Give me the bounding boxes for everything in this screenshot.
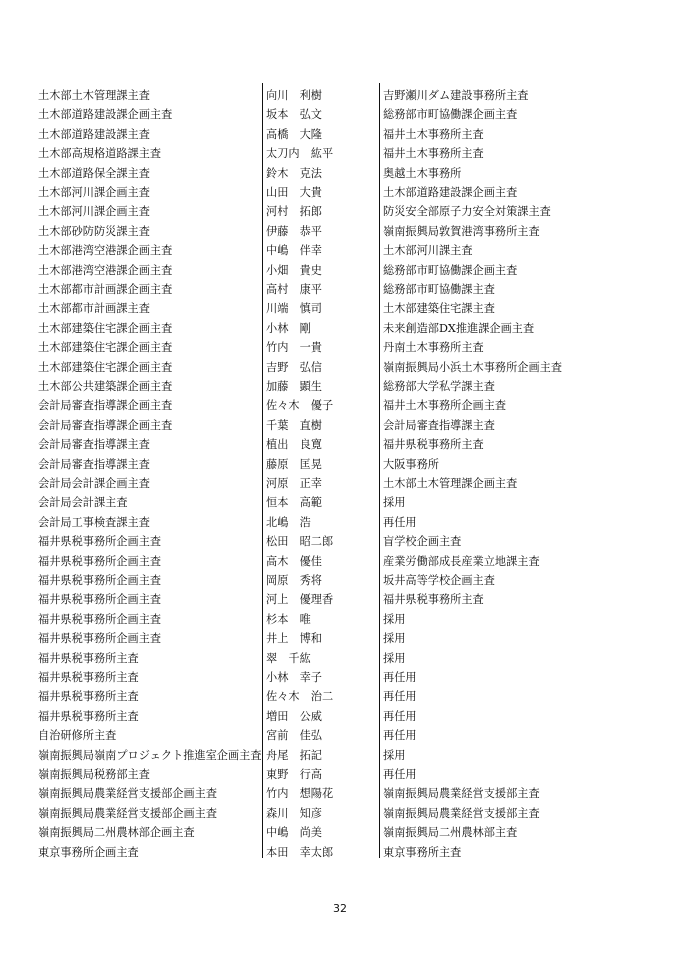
new-post-cell: 嶺南振興局農業経営支援部企画主査 bbox=[38, 787, 218, 801]
person-name-cell: 河村 拓郎 bbox=[266, 205, 322, 219]
table-row bbox=[0, 590, 680, 609]
previous-post-cell: 未来創造部DX推進課企画主査 bbox=[383, 321, 535, 335]
table-row bbox=[0, 299, 680, 318]
person-name-cell: 杉本 唯 bbox=[266, 612, 311, 626]
new-post-cell: 福井県税事務所主査 bbox=[38, 690, 139, 704]
person-name-cell: 高橋 大隆 bbox=[266, 127, 322, 141]
table-row bbox=[0, 358, 680, 377]
previous-post-cell: 再任用 bbox=[383, 690, 417, 704]
previous-post-cell: 福井県税事務所主査 bbox=[383, 593, 484, 607]
person-name-cell: 伊藤 恭平 bbox=[266, 224, 322, 238]
table-row bbox=[0, 513, 680, 532]
new-post-cell: 土木部公共建築課企画主査 bbox=[38, 380, 173, 393]
new-post-cell: 土木部港湾空港課企画主査 bbox=[38, 244, 173, 258]
person-name-cell: 高村 康平 bbox=[266, 283, 322, 296]
table-row bbox=[0, 726, 680, 745]
new-post-cell: 会計局工事検査課主査 bbox=[38, 515, 150, 529]
new-post-cell: 会計局審査指導課企画主査 bbox=[38, 399, 173, 413]
table-row bbox=[0, 843, 680, 862]
new-post-cell: 会計局審査指導課企画主査 bbox=[38, 418, 173, 432]
previous-post-cell: 土木部河川課主査 bbox=[383, 244, 473, 258]
table-row bbox=[0, 474, 680, 493]
new-post-cell: 土木部建築住宅課企画主査 bbox=[38, 341, 173, 355]
previous-post-cell: 嶺南振興局農業経営支援部主査 bbox=[383, 787, 540, 801]
page-number: 32 bbox=[333, 902, 347, 915]
table-row bbox=[0, 629, 680, 648]
new-post-cell: 嶺南振興局二州農林部企画主査 bbox=[38, 826, 195, 840]
table-row bbox=[0, 319, 680, 338]
previous-post-cell: 土木部道路建設課企画主査 bbox=[383, 186, 518, 199]
previous-post-cell: 大阪事務所 bbox=[383, 457, 439, 471]
person-name-cell: 加藤 顕生 bbox=[266, 380, 322, 393]
person-name-cell: 小林 幸子 bbox=[266, 671, 322, 684]
new-post-cell: 嶺南振興局嶺南プロジェクト推進室企画主査 bbox=[38, 748, 262, 762]
previous-post-cell: 総務部市町協働課企画主査 bbox=[383, 263, 518, 277]
new-post-cell: 土木部砂防防災課主査 bbox=[38, 224, 150, 238]
new-post-cell: 福井県税事務所企画主査 bbox=[38, 554, 162, 568]
person-name-cell: 向川 利樹 bbox=[266, 89, 322, 102]
person-name-cell: 鈴木 克法 bbox=[266, 166, 322, 180]
table-row bbox=[0, 416, 680, 435]
table-row bbox=[0, 377, 680, 396]
new-post-cell: 自治研修所主査 bbox=[38, 729, 117, 743]
table-row bbox=[0, 493, 680, 512]
new-post-cell: 土木部都市計画課主査 bbox=[38, 302, 150, 316]
previous-post-cell: 再任用 bbox=[383, 768, 417, 781]
person-name-cell: 川端 慎司 bbox=[266, 302, 322, 316]
table-row bbox=[0, 571, 680, 590]
new-post-cell: 福井県税事務所企画主査 bbox=[38, 593, 162, 607]
new-post-cell: 土木部土木管理課主査 bbox=[38, 89, 150, 102]
previous-post-cell: 坂井高等学校企画主査 bbox=[383, 574, 495, 587]
table-row bbox=[0, 396, 680, 415]
person-name-cell: 佐々木 優子 bbox=[266, 399, 334, 413]
person-name-cell: 舟尾 拓記 bbox=[266, 748, 322, 762]
table-row bbox=[0, 532, 680, 551]
table-row bbox=[0, 280, 680, 299]
previous-post-cell: 採用 bbox=[383, 632, 406, 646]
table-row bbox=[0, 804, 680, 823]
person-name-cell: 宮前 佳弘 bbox=[266, 729, 322, 743]
new-post-cell: 会計局会計課主査 bbox=[38, 496, 128, 510]
person-name-cell: 東野 行高 bbox=[266, 768, 322, 781]
table-row bbox=[0, 86, 680, 105]
previous-post-cell: 盲学校企画主査 bbox=[383, 535, 462, 549]
previous-post-cell: 嶺南振興局農業経営支援部主査 bbox=[383, 806, 540, 820]
person-name-cell: 千葉 直樹 bbox=[266, 418, 322, 432]
previous-post-cell: 採用 bbox=[383, 496, 406, 510]
previous-post-cell: 吉野瀬川ダム建設事務所主査 bbox=[383, 89, 529, 102]
table-row bbox=[0, 765, 680, 784]
new-post-cell: 会計局審査指導課主査 bbox=[38, 457, 150, 471]
table-row bbox=[0, 105, 680, 124]
table-row bbox=[0, 649, 680, 668]
previous-post-cell: 総務部大学私学課主査 bbox=[383, 380, 495, 393]
previous-post-cell: 嶺南振興局二州農林部主査 bbox=[383, 826, 518, 840]
person-name-cell: 竹内 想陽花 bbox=[266, 787, 334, 801]
table-row bbox=[0, 552, 680, 571]
table-row bbox=[0, 707, 680, 726]
new-post-cell: 福井県税事務所企画主査 bbox=[38, 632, 162, 646]
new-post-cell: 福井県税事務所主査 bbox=[38, 709, 139, 723]
table-row bbox=[0, 164, 680, 183]
person-name-cell: 中嶋 伴幸 bbox=[266, 244, 322, 258]
table-row bbox=[0, 435, 680, 454]
previous-post-cell: 会計局審査指導課主査 bbox=[383, 418, 495, 432]
table-row bbox=[0, 668, 680, 687]
previous-post-cell: 嶺南振興局小浜土木事務所企画主査 bbox=[383, 360, 563, 374]
previous-post-cell: 総務部市町協働課企画主査 bbox=[383, 108, 518, 122]
new-post-cell: 嶺南振興局農業経営支援部企画主査 bbox=[38, 806, 218, 820]
new-post-cell: 福井県税事務所企画主査 bbox=[38, 535, 162, 549]
person-name-cell: 山田 大貴 bbox=[266, 186, 322, 199]
previous-post-cell: 総務部市町協働課主査 bbox=[383, 283, 495, 296]
previous-post-cell: 土木部建築住宅課主査 bbox=[383, 302, 495, 316]
new-post-cell: 土木部都市計画課企画主査 bbox=[38, 283, 173, 296]
new-post-cell: 土木部道路建設課企画主査 bbox=[38, 108, 173, 122]
previous-post-cell: 採用 bbox=[383, 748, 406, 762]
previous-post-cell: 福井県税事務所主査 bbox=[383, 438, 484, 452]
table-row bbox=[0, 202, 680, 221]
previous-post-cell: 再任用 bbox=[383, 729, 417, 743]
person-name-cell: 本田 幸太郎 bbox=[266, 845, 334, 859]
table-row bbox=[0, 222, 680, 241]
person-name-cell: 松田 昭二郎 bbox=[266, 535, 334, 549]
new-post-cell: 会計局会計課企画主査 bbox=[38, 477, 150, 490]
new-post-cell: 福井県税事務所主査 bbox=[38, 651, 139, 665]
table-row bbox=[0, 823, 680, 842]
previous-post-cell: 東京事務所主査 bbox=[383, 845, 462, 859]
person-name-cell: 中嶋 尚美 bbox=[266, 826, 322, 840]
new-post-cell: 土木部高規格道路課主査 bbox=[38, 147, 162, 161]
new-post-cell: 会計局審査指導課主査 bbox=[38, 438, 150, 452]
person-name-cell: 河上 優理香 bbox=[266, 593, 334, 607]
previous-post-cell: 産業労働部成長産業立地課主査 bbox=[383, 554, 540, 568]
new-post-cell: 福井県税事務所企画主査 bbox=[38, 612, 162, 626]
person-name-cell: 竹内 一貴 bbox=[266, 341, 322, 355]
person-name-cell: 井上 博和 bbox=[266, 632, 322, 646]
table-row bbox=[0, 125, 680, 144]
previous-post-cell: 奥越土木事務所 bbox=[383, 166, 462, 180]
table-row bbox=[0, 687, 680, 706]
person-name-cell: 植出 良寛 bbox=[266, 438, 322, 452]
person-name-cell: 森川 知彦 bbox=[266, 806, 322, 820]
person-name-cell: 岡原 秀将 bbox=[266, 574, 322, 587]
table-row bbox=[0, 338, 680, 357]
table-row bbox=[0, 610, 680, 629]
table-row bbox=[0, 784, 680, 803]
previous-post-cell: 再任用 bbox=[383, 515, 417, 529]
previous-post-cell: 土木部土木管理課企画主査 bbox=[383, 477, 518, 490]
previous-post-cell: 防災安全部原子力安全対策課主査 bbox=[383, 205, 551, 219]
previous-post-cell: 福井土木事務所企画主査 bbox=[383, 399, 507, 413]
person-name-cell: 小畑 貴史 bbox=[266, 263, 322, 277]
person-name-cell: 藤原 匡晃 bbox=[266, 457, 322, 471]
person-name-cell: 太刀内 紘平 bbox=[266, 147, 334, 161]
person-name-cell: 河原 正幸 bbox=[266, 477, 322, 490]
table-row bbox=[0, 746, 680, 765]
table-row bbox=[0, 183, 680, 202]
person-name-cell: 北嶋 浩 bbox=[266, 515, 311, 529]
previous-post-cell: 嶺南振興局敦賀港湾事務所主査 bbox=[383, 224, 540, 238]
new-post-cell: 土木部河川課企画主査 bbox=[38, 205, 150, 219]
table-row bbox=[0, 144, 680, 163]
new-post-cell: 土木部道路建設課主査 bbox=[38, 127, 150, 141]
previous-post-cell: 採用 bbox=[383, 612, 406, 626]
table-row bbox=[0, 261, 680, 280]
person-name-cell: 増田 公威 bbox=[266, 709, 322, 723]
new-post-cell: 東京事務所企画主査 bbox=[38, 845, 139, 859]
new-post-cell: 福井県税事務所主査 bbox=[38, 671, 139, 684]
previous-post-cell: 福井土木事務所主査 bbox=[383, 127, 484, 141]
new-post-cell: 土木部河川課企画主査 bbox=[38, 186, 150, 199]
new-post-cell: 土木部港湾空港課企画主査 bbox=[38, 263, 173, 277]
person-name-cell: 翠 千紘 bbox=[266, 651, 311, 665]
new-post-cell: 土木部道路保全課主査 bbox=[38, 166, 150, 180]
table-row bbox=[0, 455, 680, 474]
person-name-cell: 恒本 高範 bbox=[266, 496, 322, 510]
previous-post-cell: 再任用 bbox=[383, 671, 417, 684]
person-name-cell: 小林 剛 bbox=[266, 321, 311, 335]
new-post-cell: 土木部建築住宅課企画主査 bbox=[38, 321, 173, 335]
new-post-cell: 嶺南振興局税務部主査 bbox=[38, 768, 150, 781]
new-post-cell: 土木部建築住宅課企画主査 bbox=[38, 360, 173, 374]
person-name-cell: 吉野 弘信 bbox=[266, 360, 322, 374]
table-row bbox=[0, 241, 680, 260]
person-name-cell: 坂本 弘文 bbox=[266, 108, 322, 122]
person-name-cell: 佐々木 治二 bbox=[266, 690, 334, 704]
person-name-cell: 高木 優佳 bbox=[266, 554, 322, 568]
previous-post-cell: 再任用 bbox=[383, 709, 417, 723]
new-post-cell: 福井県税事務所企画主査 bbox=[38, 574, 162, 587]
previous-post-cell: 丹南土木事務所主査 bbox=[383, 341, 484, 355]
previous-post-cell: 福井土木事務所主査 bbox=[383, 147, 484, 161]
previous-post-cell: 採用 bbox=[383, 651, 406, 665]
